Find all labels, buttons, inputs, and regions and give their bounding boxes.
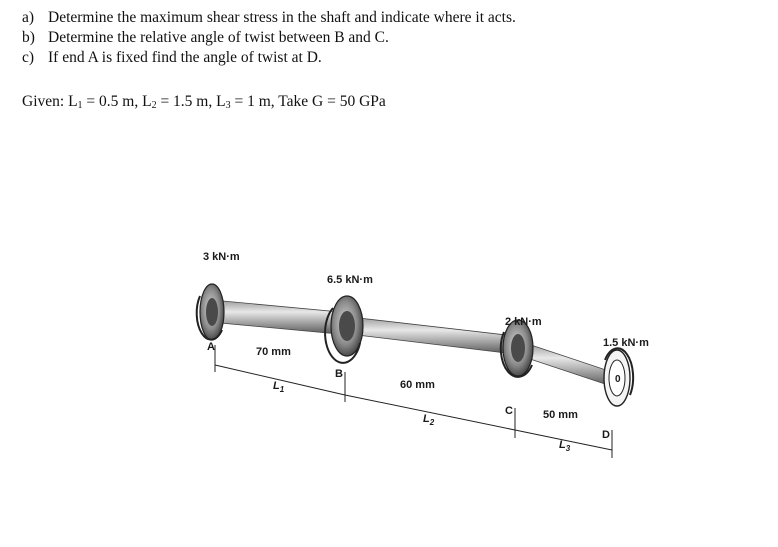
given-l1-value: = 0.5 m,: [82, 93, 143, 110]
point-label-d: D: [602, 429, 610, 441]
shaft-segment-bc: [349, 317, 515, 354]
length-label-l2: [423, 413, 435, 427]
given-l1-name: L: [68, 93, 78, 110]
length-l1-sub: 1: [279, 385, 285, 394]
given-l3-value: = 1 m, Take G = 50 GPa: [230, 93, 386, 110]
point-label-b: B: [335, 368, 343, 380]
end-d-mark: 0: [615, 374, 621, 385]
torque-label-d: 1.5 kN·m: [603, 337, 649, 349]
given-prefix: Given:: [22, 93, 69, 110]
gear-c: [503, 320, 533, 376]
given-l3-sub: 3: [225, 100, 231, 111]
question-a-text: Determine the maximum shear stress in the shaft and indicate where it acts.: [48, 9, 516, 26]
length-l2-sub: 2: [429, 418, 435, 427]
point-label-a: A: [207, 341, 215, 353]
torque-label-c: 2 kN·m: [505, 316, 542, 328]
diameter-label-cd: 50 mm: [543, 409, 578, 421]
shaft-segment-cd: [524, 343, 612, 386]
length-l2-letter: L: [423, 413, 430, 425]
given-l2-name: L: [142, 93, 152, 110]
given-l2-sub: 2: [151, 100, 157, 111]
torque-label-b: 6.5 kN·m: [327, 274, 373, 286]
question-c-label: c): [22, 49, 35, 66]
question-a-label: a): [22, 9, 35, 26]
given-l3-name: L: [216, 93, 226, 110]
point-label-c: C: [505, 405, 513, 417]
length-l1-letter: L: [273, 380, 280, 392]
shaft-segment-ab: [210, 300, 340, 334]
length-l3-letter: L: [559, 439, 566, 451]
length-label-l1: [273, 380, 285, 394]
length-l3-sub: 3: [565, 444, 571, 453]
given-l1-sub: 1: [77, 100, 83, 111]
given-l2-value: = 1.5 m,: [156, 93, 217, 110]
question-c-text: If end A is fixed find the angle of twist at D.: [48, 49, 322, 66]
torque-label-a: 3 kN·m: [203, 251, 240, 263]
question-b-text: Determine the relative angle of twist between B and C.: [48, 29, 389, 46]
diameter-label-bc: 60 mm: [400, 379, 435, 391]
diameter-label-ab: 70 mm: [256, 346, 291, 358]
question-b-label: b): [22, 29, 35, 46]
